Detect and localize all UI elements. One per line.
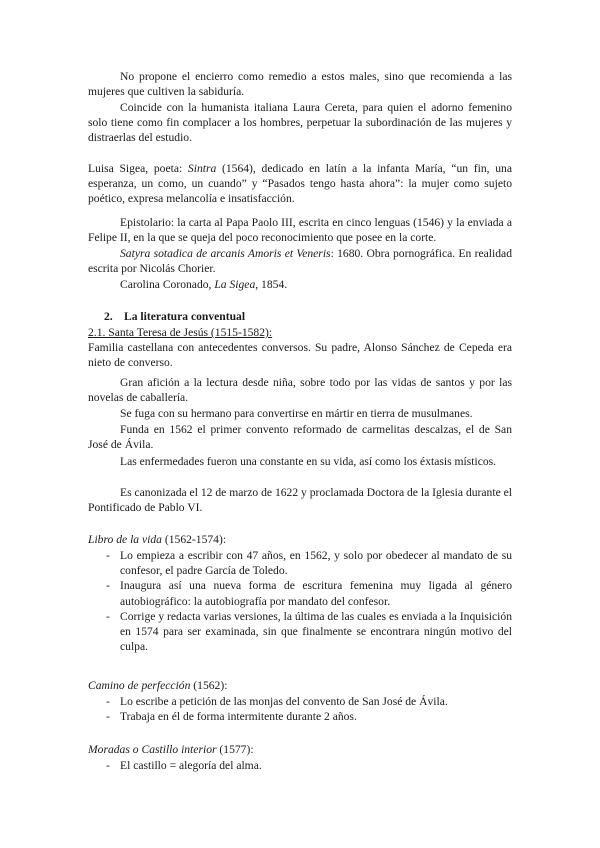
camino-heading <box>88 678 227 693</box>
paragraph-canonization: Es canonizada el 12 de marzo de 1622 y proclamada Doctora de la Iglesia durante el Pontificado de Pablo VI. <box>88 486 512 515</box>
satyra-description: : 1680. Obra pornográfica. En realidad escrita por Nicolás Chorier. <box>88 247 512 276</box>
list-item-text: Trabaja en él de forma intermitente durante 2 años. <box>120 710 357 724</box>
libro-vida-title: Libro de la vida <box>88 533 162 546</box>
paragraph-family: Familia castellana con antecedentes conversos. Su padre, Alonso Sánchez de Cepeda era nieto de converso. <box>88 341 512 370</box>
list-item <box>88 548 512 578</box>
paragraph-luisa-sigea <box>88 161 512 207</box>
satyra-title: Satyra sotadica de arcanis Amoris et Veneris <box>120 247 331 260</box>
list-item <box>88 758 512 773</box>
list-item <box>88 609 512 655</box>
camino-title: Camino de perfección <box>88 679 191 692</box>
section-heading <box>104 309 245 324</box>
paragraph-coronado <box>88 277 512 292</box>
paragraph-escape: Se fuga con su hermano para convertirse en mártir en tierra de musulmanes. <box>120 407 473 420</box>
sintra-title: Sintra <box>187 162 217 175</box>
sigea-intro: Luisa Sigea, poeta: <box>88 162 188 175</box>
camino-list <box>88 694 512 724</box>
paragraph-vives-advice: No propone el encierro como remedio a estos males, sino que recomienda a las mujeres que cultiven la sabiduría. <box>88 70 512 99</box>
libro-vida-list <box>88 548 512 654</box>
list-item-text: Corrige y redacta varias versiones, la última de las cuales es enviada a la Inquisición en 1574 para ser examinada, sin que finalmente se encontrara ningún motivo del culpa. <box>120 609 512 654</box>
moradas-heading <box>88 742 254 757</box>
moradas-dates: (1577): <box>216 743 254 756</box>
paragraph-epistolario: Epistolario: la carta al Papa Paolo III, escrita en cinco lenguas (1546) y la enviada a Felipe II, en la que se queja del poco reconocimiento que posee en la corte. <box>88 216 512 245</box>
dash-bullet: - <box>106 695 110 708</box>
list-item-text: Lo escribe a petición de las monjas del convento de San José de Ávila. <box>120 695 448 708</box>
moradas-title: Moradas o Castillo interior <box>88 743 217 756</box>
dash-bullet: - <box>106 710 110 724</box>
dash-bullet: - <box>106 609 110 623</box>
list-item <box>88 709 512 724</box>
list-item <box>88 578 512 608</box>
dash-bullet: - <box>106 549 110 562</box>
paragraph-laura-cereta: Coincide con la humanista italiana Laura Cereta, para quien el adorno femenino solo tiene como fin complacer a los hombres, perpetuar la subordinación de las mujeres y distraerlas del estudio. <box>88 101 512 145</box>
la-sigea-title: La Sigea <box>214 278 256 291</box>
paragraph-illness: Las enfermedades fueron una constante en su vida, así como los éxtasis místicos. <box>120 455 497 468</box>
coronado-prefix: Carolina Coronado, <box>120 278 215 291</box>
paragraph-reading: Gran afición a la lectura desde niña, sobre todo por las vidas de santos y por las novelas de caballería. <box>88 376 512 405</box>
list-item <box>88 694 512 709</box>
subsection-heading: 2.1. Santa Teresa de Jesús (1515-1582): <box>88 326 273 339</box>
camino-dates: (1562): <box>190 679 228 692</box>
section-number: 2. <box>104 310 113 323</box>
libro-vida-dates: (1562-1574): <box>161 533 227 546</box>
paragraph-convent: Funda en 1562 el primer convento reformado de carmelitas descalzas, el de San José de Ávila. <box>88 423 512 452</box>
libro-vida-heading <box>88 532 226 547</box>
coronado-suffix: , 1854. <box>255 278 288 291</box>
list-item-text: Inaugura así una nueva forma de escritura femenina muy ligada al género autobiográfico: la autobiografía por mandato del confesor. <box>120 579 512 608</box>
sintra-description: (1564), dedicado en latín a la infanta María, “un fin, una esperanza, un como, un cuando” y “Pasados tengo hasta ahora”: la mujer como sujeto poético, expresa melancolía e insatisfacción. <box>88 162 513 206</box>
paragraph-satyra <box>88 246 512 276</box>
section-title: La literatura conventual <box>124 310 246 323</box>
dash-bullet: - <box>106 579 110 593</box>
dash-bullet: - <box>106 759 110 772</box>
moradas-list <box>88 758 512 773</box>
list-item-text: El castillo = alegoría del alma. <box>120 759 262 772</box>
list-item-text: Lo empieza a escribir con 47 años, en 1562, y solo por obedecer al mandato de su confesor, el padre García de Toledo. <box>120 549 512 578</box>
